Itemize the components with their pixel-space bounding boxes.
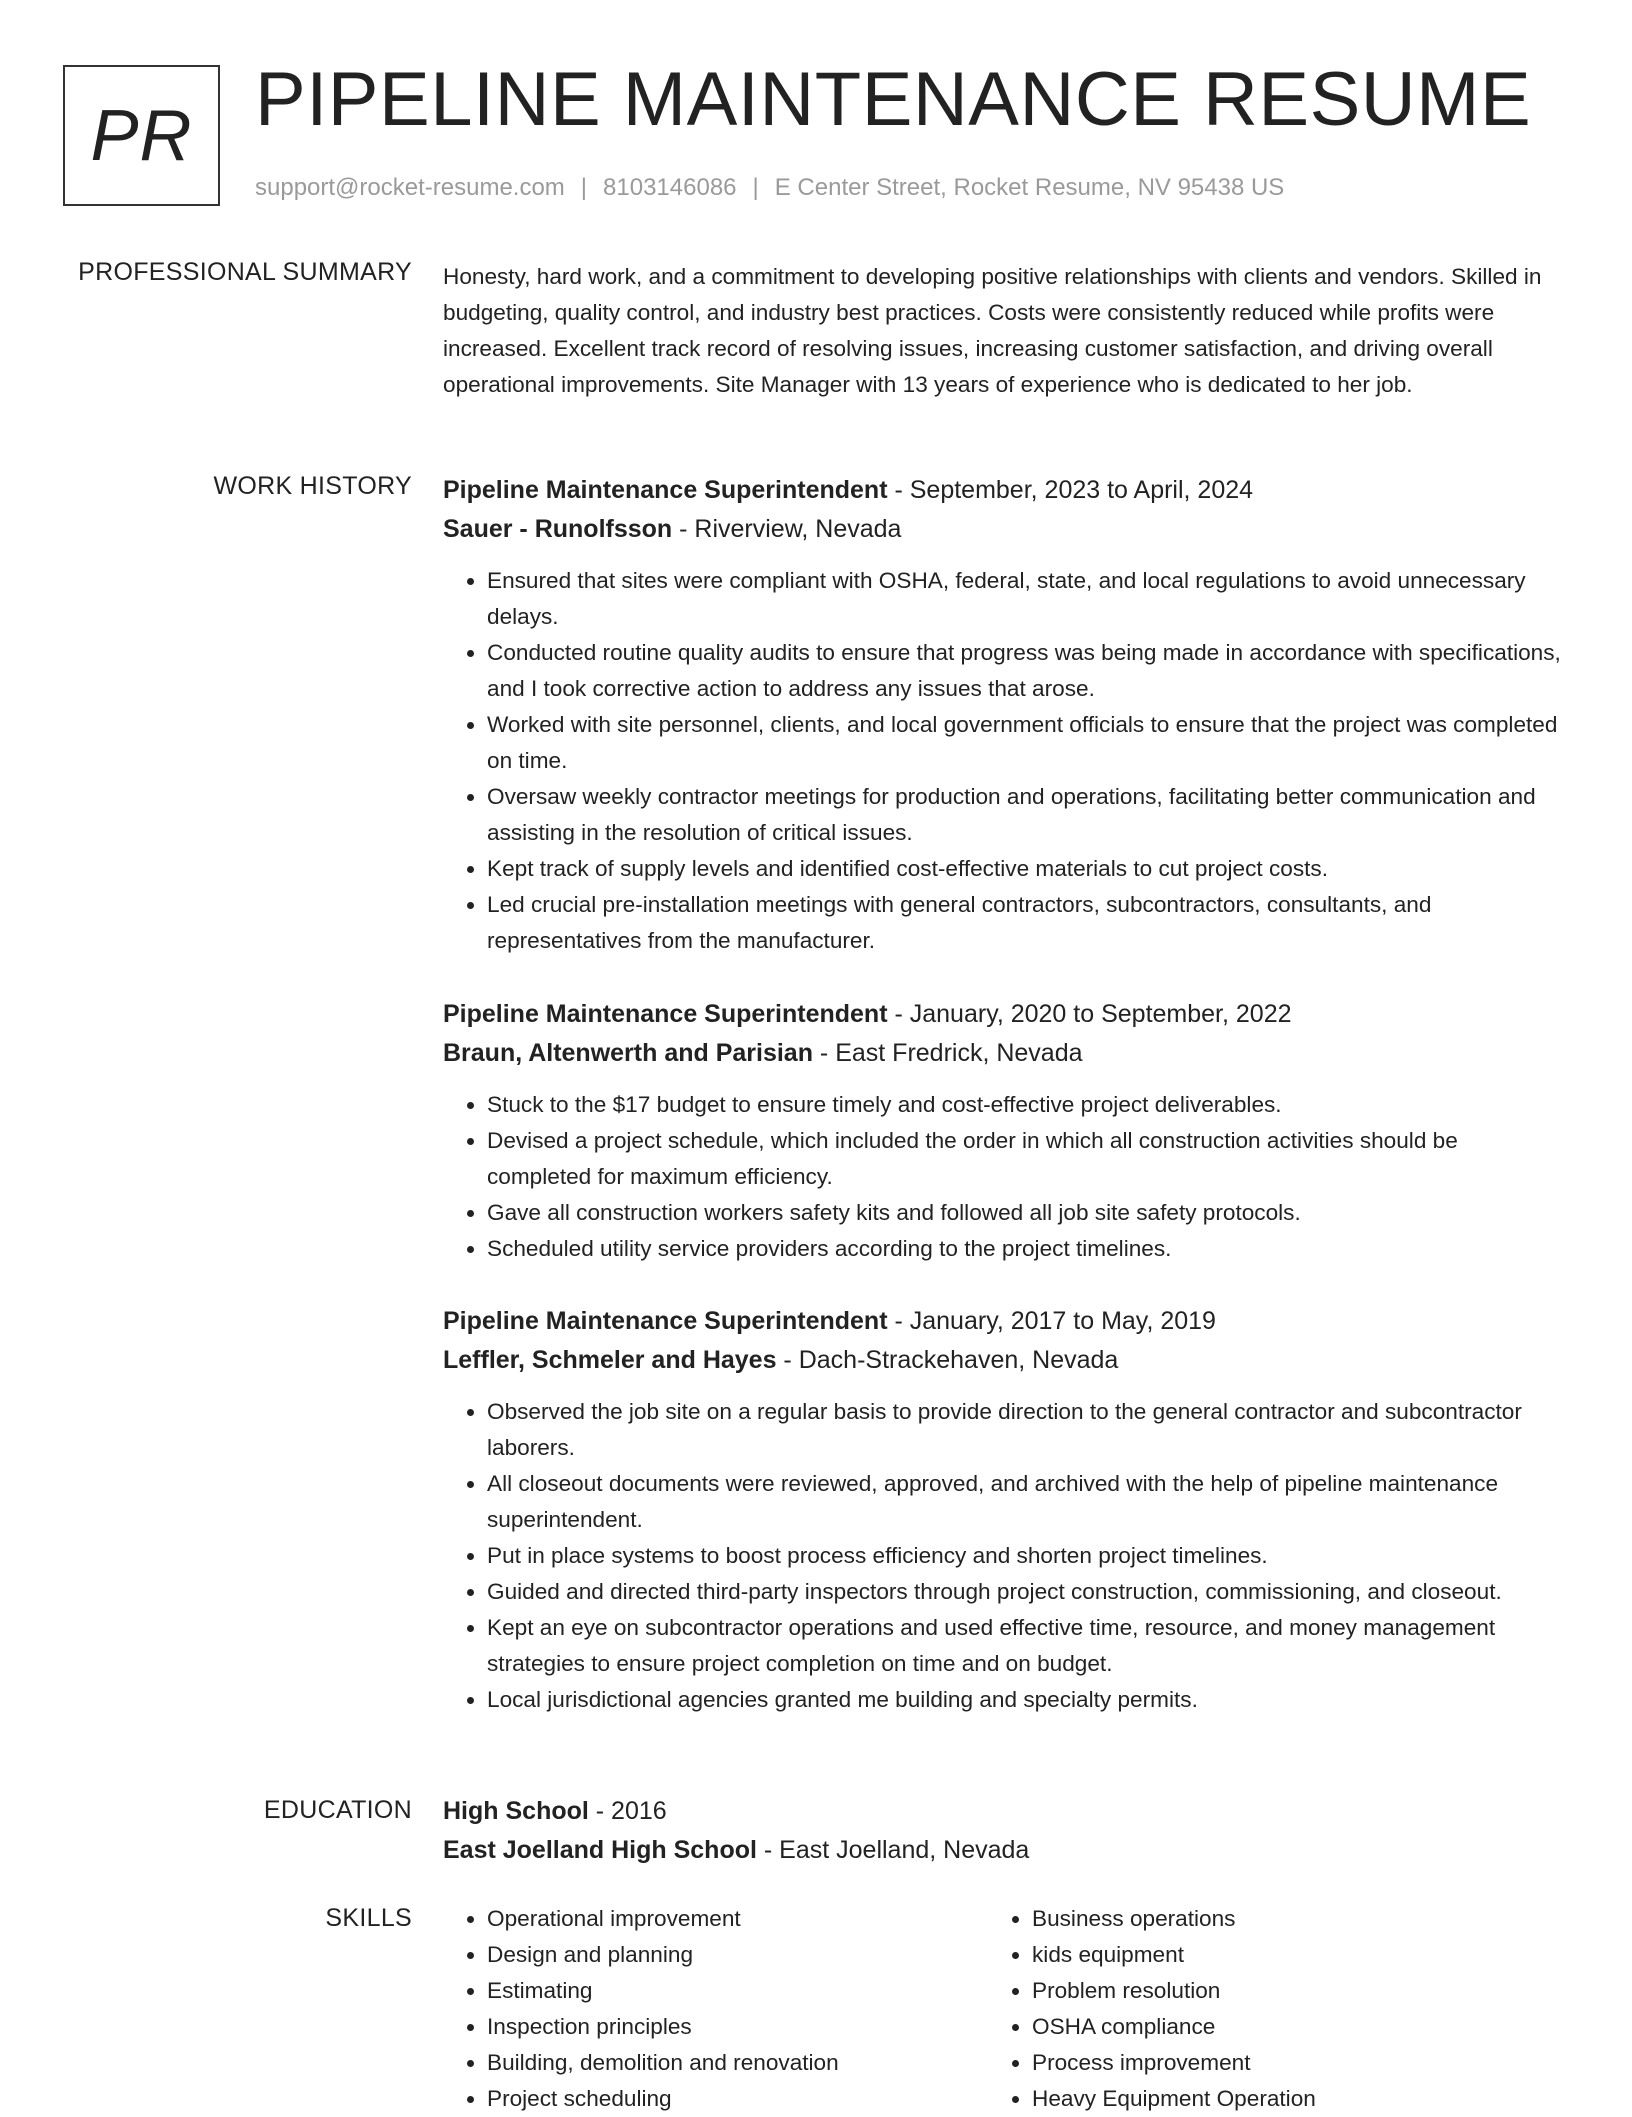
job-dates: - January, 2017 to May, 2019	[887, 1307, 1216, 1335]
job-entry	[443, 1302, 1563, 1718]
job-company: Braun, Altenwerth and Parisian	[443, 1039, 813, 1067]
education-year: - 2016	[588, 1797, 667, 1825]
job-entry	[443, 995, 1563, 1267]
skills-columns	[443, 1901, 1563, 2117]
job-bullet: • Put in place systems to boost process efficiency and shorten project timelines.	[487, 1538, 1563, 1574]
job-bullet: • Stuck to the $17 budget to ensure timely and cost-effective project deliverables.	[487, 1087, 1563, 1123]
education-degree-line	[443, 1792, 1563, 1831]
job-bullet: • Scheduled utility service providers according to the project timelines.	[487, 1231, 1563, 1267]
job-bullets	[443, 1087, 1563, 1267]
summary-section	[443, 259, 1563, 403]
contact-separator: |	[580, 174, 588, 201]
job-company: Leffler, Schmeler and Hayes	[443, 1346, 777, 1374]
skills-list-left	[443, 1901, 988, 2117]
job-bullet: • Guided and directed third-party inspectors through project construction, commissioning, and closeout.	[487, 1574, 1563, 1610]
job-title: Pipeline Maintenance Superintendent	[443, 476, 888, 504]
education-school: East Joelland High School	[443, 1836, 757, 1864]
job-bullet: • Ensured that sites were compliant with OSHA, federal, state, and local regulations to avoid unnecessary delays.	[487, 563, 1563, 635]
education-degree: High School	[443, 1797, 589, 1825]
job-bullets	[443, 1394, 1563, 1718]
skill-item: • Problem resolution	[1032, 1973, 1533, 2009]
skill-item: • Inspection principles	[487, 2009, 988, 2045]
skill-item: • Operational improvement	[487, 1901, 988, 1937]
contact-phone: 8103146086	[603, 174, 737, 201]
skill-item: • OSHA compliance	[1032, 2009, 1533, 2045]
job-company-line	[443, 1034, 1563, 1073]
contact-line	[255, 174, 1284, 202]
job-location: - Dach-Strackehaven, Nevada	[776, 1346, 1119, 1374]
job-title: Pipeline Maintenance Superintendent	[443, 1000, 888, 1028]
job-bullet: • Conducted routine quality audits to ensure that progress was being made in accordance with specifications, and I took corrective action to address any issues that arose.	[487, 635, 1563, 707]
skill-item: • kids equipment	[1032, 1937, 1533, 1973]
skills-section	[443, 1901, 1563, 2117]
job-bullet: • Devised a project schedule, which included the order in which all construction activities should be completed for maximum efficiency.	[487, 1123, 1563, 1195]
monogram-logo: PR	[63, 65, 220, 206]
job-dates: - September, 2023 to April, 2024	[887, 476, 1254, 504]
section-label-summary: PROFESSIONAL SUMMARY	[78, 258, 412, 286]
skill-item: • Business operations	[1032, 1901, 1533, 1937]
contact-address: E Center Street, Rocket Resume, NV 95438 US	[774, 174, 1285, 201]
skills-list-right	[988, 1901, 1533, 2117]
education-location: - East Joelland, Nevada	[756, 1836, 1030, 1864]
job-bullet: • Led crucial pre-installation meetings with general contractors, subcontractors, consultants, and representatives from the manufacturer.	[487, 887, 1563, 959]
job-bullet: • Observed the job site on a regular basis to provide direction to the general contractor and subcontractor laborers.	[487, 1394, 1563, 1466]
education-entry	[443, 1792, 1563, 1870]
job-title: Pipeline Maintenance Superintendent	[443, 1307, 888, 1335]
job-company-line	[443, 510, 1563, 549]
job-bullet: • Kept track of supply levels and identified cost-effective materials to cut project costs.	[487, 851, 1563, 887]
job-location: - East Fredrick, Nevada	[812, 1039, 1083, 1067]
job-bullet: • Worked with site personnel, clients, and local government officials to ensure that the project was completed on time.	[487, 707, 1563, 779]
job-title-line	[443, 995, 1563, 1034]
job-title-line	[443, 471, 1563, 510]
summary-text: Honesty, hard work, and a commitment to developing positive relationships with clients and vendors. Skilled in budgeting, quality control, and industry best practices. Costs were consistently reduced while profits were increased. Excellent track record of resolving issues, increasing customer satisfaction, and driving overall operational improvements. Site Manager with 13 years of experience who is dedicated to her job.	[443, 264, 1542, 397]
skill-item: • Design and planning	[487, 1937, 988, 1973]
skill-item: • Project scheduling	[487, 2081, 988, 2117]
section-label-skills: SKILLS	[325, 1904, 412, 1932]
job-bullets	[443, 563, 1563, 959]
job-bullet: • Oversaw weekly contractor meetings for production and operations, facilitating better communication and assisting in the resolution of critical issues.	[487, 779, 1563, 851]
education-school-line	[443, 1831, 1563, 1870]
resume-title: PIPELINE MAINTENANCE RESUME	[255, 57, 1532, 142]
skill-item: • Process improvement	[1032, 2045, 1533, 2081]
job-bullet: • All closeout documents were reviewed, approved, and archived with the help of pipeline maintenance superintendent.	[487, 1466, 1563, 1538]
job-bullet: • Gave all construction workers safety kits and followed all job site safety protocols.	[487, 1195, 1563, 1231]
job-bullet: • Local jurisdictional agencies granted me building and specialty permits.	[487, 1682, 1563, 1718]
section-label-work-history: WORK HISTORY	[213, 472, 412, 500]
skill-item: • Heavy Equipment Operation	[1032, 2081, 1533, 2117]
job-company: Sauer - Runolfsson	[443, 515, 673, 543]
contact-email: support@rocket-resume.com	[255, 174, 565, 201]
skill-item: • Building, demolition and renovation	[487, 2045, 988, 2081]
job-entry	[443, 471, 1563, 959]
job-location: - Riverview, Nevada	[672, 515, 902, 543]
job-dates: - January, 2020 to September, 2022	[887, 1000, 1292, 1028]
job-company-line	[443, 1341, 1563, 1380]
job-title-line	[443, 1302, 1563, 1341]
skill-item: • Estimating	[487, 1973, 988, 2009]
section-label-education: EDUCATION	[263, 1796, 412, 1824]
job-bullet: • Kept an eye on subcontractor operations and used effective time, resource, and money management strategies to ensure project completion on time and on budget.	[487, 1610, 1563, 1682]
contact-separator: |	[752, 174, 759, 201]
